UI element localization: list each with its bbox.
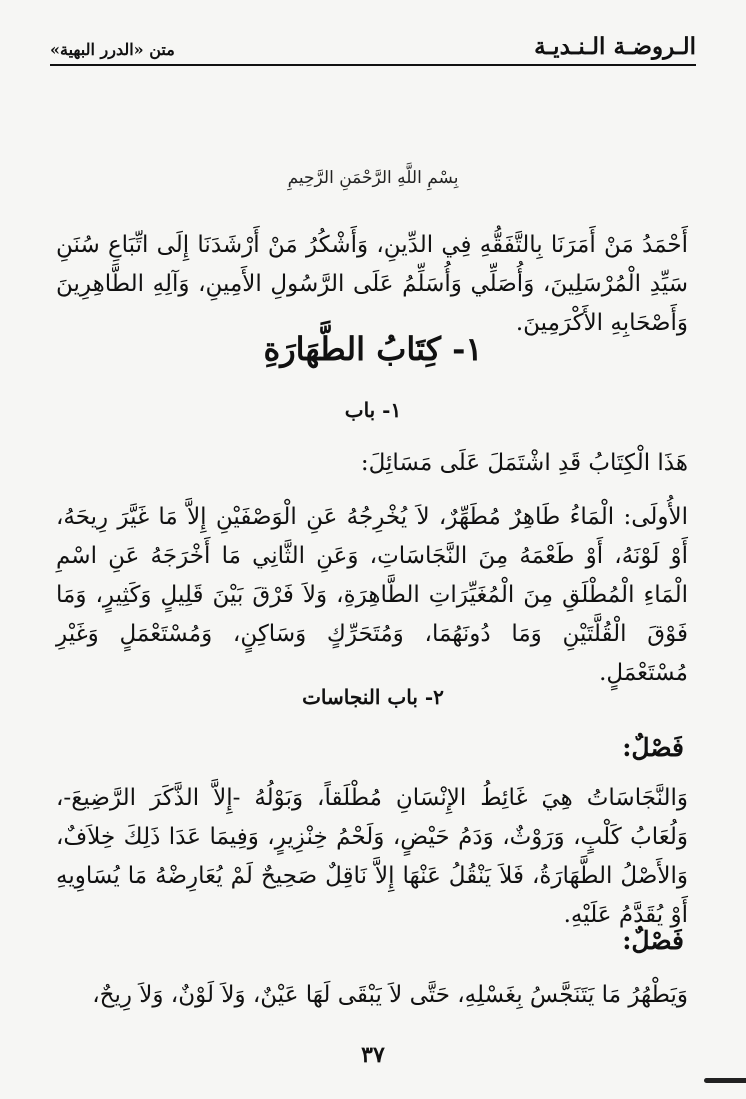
bab1-masala-first: الأُولَى: الْمَاءُ طَاهِرٌ مُطَهِّرٌ، لاَ يُخْرِجُهُ عَنِ الْوَصْفَيْنِ إِلاَّ مَا غَيَّرَ رِيحَهُ، أَوْ لَوْنَهُ، أَوْ طَعْمَهُ مِنَ النَّجَاسَاتِ، وَعَنِ الثَّانِي مَا أَخْرَجَهُ عَنِ اسْمِ الْمَاءِ الْمُطْلَقِ مِنَ الْمُغَيِّرَاتِ الطَّاهِرَةِ، وَلاَ فَرْقَ بَيْنَ قَلِيلٍ وَكَثِيرٍ، وَمَا فَوْقَ الْقُلَّتَيْنِ وَمَا دُونَهُمَا، وَمُتَحَرِّكٍ وَسَاكِنٍ، وَمُسْتَعْمَلٍ وَغَيْرِ مُسْتَعْمَلٍ.	[56, 504, 688, 686]
basmala: بِسْمِ اللَّهِ الرَّحْمَنِ الرَّحِيمِ	[287, 168, 459, 188]
fasl1-paragraph: وَالنَّجَاسَاتُ هِيَ غَائِطُ الإِنْسَانِ مُطْلَقاً، وَبَوْلُهُ -إِلاَّ الذَّكَرَ الرَّضِيعَ-، وَلُعَابُ كَلْبٍ، وَرَوْثٌ، وَدَمُ حَيْضٍ، وَلَحْمُ خِنْزِيرٍ، وَفِيمَا عَدَا ذَلِكَ خِلاَفٌ، وَالأَصْلُ الطَّهَارَةُ، فَلاَ يَنْقُلُ عَنْهَا إِلاَّ نَاقِلٌ صَحِيحٌ لَمْ يُعَارِضْهُ مَا يُسَاوِيهِ أَوْ يُقَدَّمُ عَلَيْهِ.	[56, 785, 688, 928]
scan-edge-mark	[704, 1078, 746, 1083]
page-number: ٣٧	[361, 1042, 385, 1068]
intro-paragraph: أَحْمَدُ مَنْ أَمَرَنَا بِالتَّفَقُّهِ فِي الدِّينِ، وَأَشْكُرُ مَنْ أَرْشَدَنَا إِلَى اتِّبَاعِ سُنَنِ سَيِّدِ الْمُرْسَلِينَ، وَأُصَلِّي وَأُسَلِّمُ عَلَى الرَّسُولِ الأَمِينِ، وَآلِهِ الطَّاهِرِينَ وَأَصْحَابِهِ الأَكْرَمِينَ.	[56, 232, 688, 336]
bab1-heading: ١- باب	[344, 398, 402, 422]
fasl1-label: فَصْلٌ:	[622, 733, 684, 762]
book-name: متن «الدرر البهية»	[50, 40, 175, 59]
bab2-heading: ٢- باب النجاسات	[302, 685, 444, 709]
bab1-intro: هَذَا الْكِتَابُ قَدِ اشْتَمَلَ عَلَى مَسَائِلَ:	[360, 450, 688, 476]
book-heading: ١- كِتَابُ الطَّهَارَةِ	[263, 330, 483, 368]
fasl2-label: فَصْلٌ:	[622, 926, 684, 955]
page-header	[50, 28, 696, 66]
fasl2-paragraph: وَيَطْهُرُ مَا يَتَنَجَّسُ بِغَسْلِهِ، حَتَّى لاَ يَبْقَى لَهَا عَيْنٌ، وَلاَ لَوْنٌ، وَلاَ رِيحٌ،	[92, 982, 688, 1008]
running-title: الـروضـة الـنـديـة	[534, 33, 696, 60]
